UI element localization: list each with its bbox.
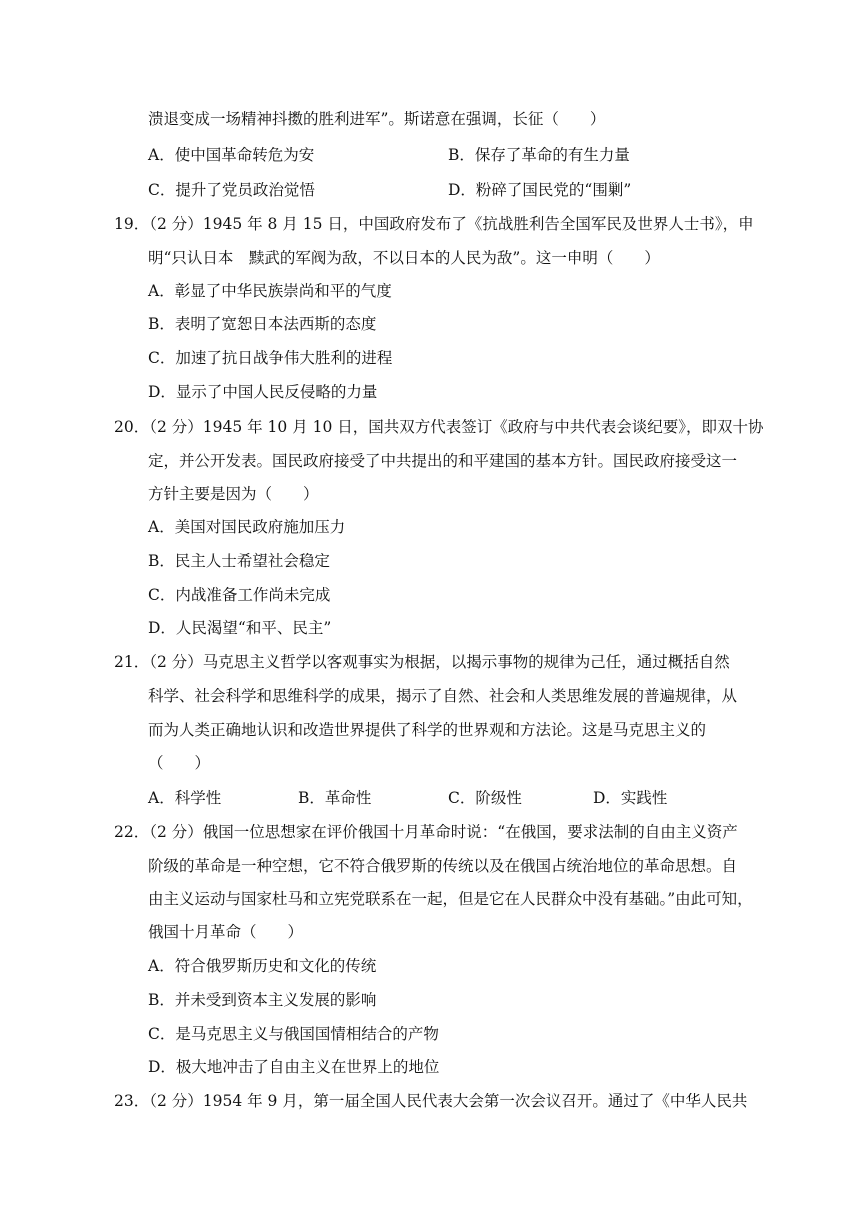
q20-option-b[interactable]: B．民主人士希望社会稳定 <box>148 552 330 570</box>
q18-option-a[interactable]: A．使中国革命转危为安 <box>148 146 315 164</box>
q22-option-b[interactable]: B．并未受到资本主义发展的影响 <box>148 991 377 1009</box>
q20-stem: 20．（2 分）1945 年 10 月 10 日，国共双方代表签订《政府与中共代表会谈纪要》，即双十协 <box>114 418 764 436</box>
q20-text-1: 定，并公开发表。国民政府接受了中共提出的和平建国的基本方针。国民政府接受这一 <box>148 452 738 470</box>
q18-option-d[interactable]: D．粉碎了国民党的“围剿” <box>448 181 632 199</box>
q18-text: 溃退变成一场精神抖擞的胜利进军”。斯诺意在强调，长征（ ） <box>148 110 606 128</box>
q19-text: 明“只认日本 黩武的军阀为敌，不以日本的人民为敌”。这一申明（ ） <box>148 249 660 267</box>
q21-option-a[interactable]: A．科学性 <box>148 789 222 807</box>
q18-option-b[interactable]: B．保存了革命的有生力量 <box>448 146 630 164</box>
q22-text-2: 由主义运动与国家杜马和立宪党联系在一起，但是它在人民群众中没有基础。”由此可知， <box>148 890 753 908</box>
q22-stem: 22．（2 分）俄国一位思想家在评价俄国十月革命时说：“在俄国，要求法制的自由主义资产 <box>114 823 738 841</box>
q21-text-1: 科学、社会科学和思维科学的成果，揭示了自然、社会和人类思维发展的普遍规律，从 <box>148 687 738 705</box>
q21-stem: 21．（2 分）马克思主义哲学以客观事实为根据，以揭示事物的规律为己任，通过概括自然 <box>114 653 730 671</box>
q20-option-a[interactable]: A．美国对国民政府施加压力 <box>148 518 346 536</box>
q19-option-c[interactable]: C．加速了抗日战争伟大胜利的进程 <box>148 349 393 367</box>
q21-text-3: （ ） <box>148 754 211 772</box>
q22-text-1: 阶级的革命是一种空想，它不符合俄罗斯的传统以及在俄国占统治地位的革命思想。自 <box>148 857 738 875</box>
q20-option-c[interactable]: C．内战准备工作尚未完成 <box>148 586 331 604</box>
q18-option-c[interactable]: C．提升了党员政治觉悟 <box>148 181 315 199</box>
q20-text-2: 方针主要是因为（ ） <box>148 485 319 503</box>
q19-option-d[interactable]: D．显示了中国人民反侵略的力量 <box>148 383 378 401</box>
q22-option-c[interactable]: C．是马克思主义与俄国国情相结合的产物 <box>148 1025 439 1043</box>
q19-stem: 19．（2 分）1945 年 8 月 15 日，中国政府发布了《抗战胜利告全国军民及世界人士书》，申 <box>114 215 754 233</box>
q19-option-a[interactable]: A．彰显了中华民族崇尚和平的气度 <box>148 282 392 300</box>
q22-text-3: 俄国十月革命（ ） <box>148 923 304 941</box>
q21-option-b[interactable]: B．革命性 <box>298 789 372 807</box>
q19-option-b[interactable]: B．表明了宽恕日本法西斯的态度 <box>148 315 377 333</box>
q21-text-2: 而为人类正确地认识和改造世界提供了科学的世界观和方法论。这是马克思主义的 <box>148 721 707 739</box>
q23-stem: 23．（2 分）1954 年 9 月，第一届全国人民代表大会第一次会议召开。通过了《中华人民共 <box>114 1092 748 1110</box>
q20-option-d[interactable]: D．人民渴望“和平、民主” <box>148 619 332 637</box>
q22-option-a[interactable]: A．符合俄罗斯历史和文化的传统 <box>148 957 377 975</box>
q21-option-d[interactable]: D．实践性 <box>593 789 668 807</box>
q22-option-d[interactable]: D．极大地冲击了自由主义在世界上的地位 <box>148 1058 440 1076</box>
q21-option-c[interactable]: C．阶级性 <box>448 789 522 807</box>
